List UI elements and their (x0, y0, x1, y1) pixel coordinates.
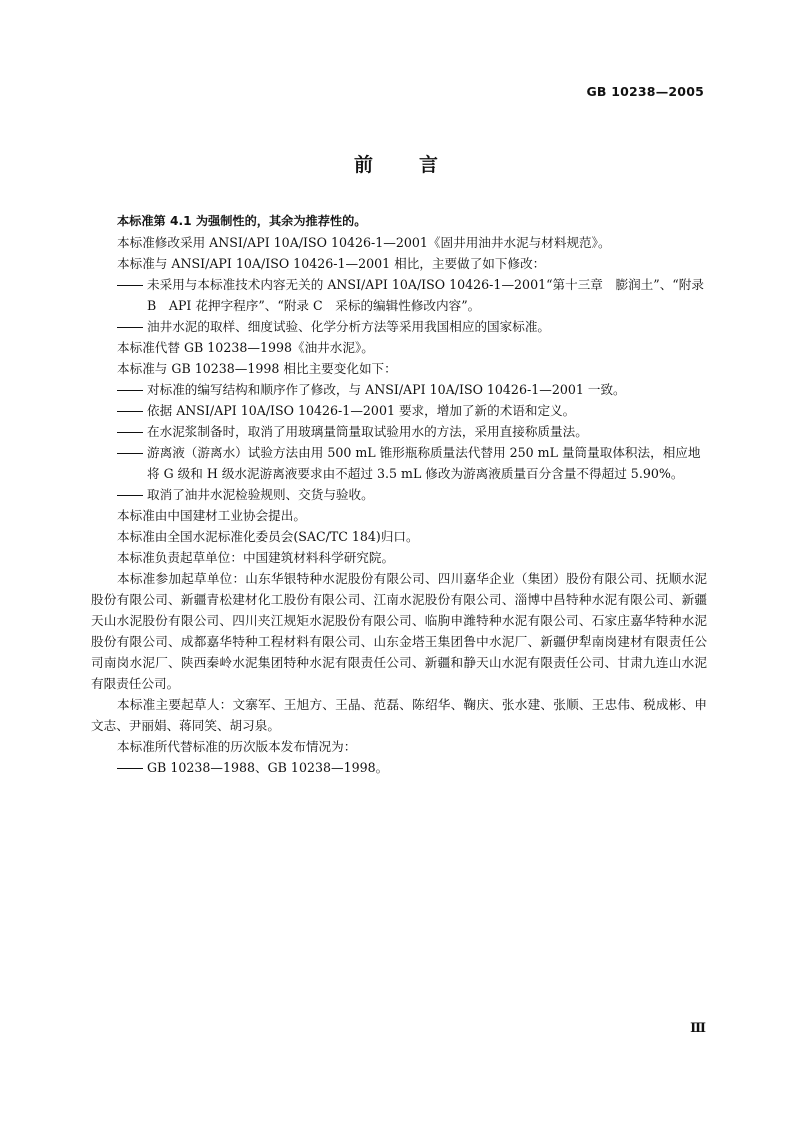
list-item (117, 274, 707, 316)
list-item (117, 442, 707, 484)
paragraph-technical-committee: 本标准由全国水泥标准化委员会(SAC/TC 184)归口。 (117, 529, 419, 544)
paragraph-modifications-intro: 本标准与 ANSI/API 10A/ISO 10426-1—2001 相比，主要做了如下修改： (117, 256, 546, 271)
list-item-text: 油井水泥的取样、细度试验、化学分析方法等采用我国相应的国家标准。 (147, 319, 550, 334)
paragraph-mandatory-clause: 本标准第 4.1 为强制性的，其余为推荐性的。 (117, 214, 367, 228)
list-item (117, 400, 707, 421)
dash-marker (117, 316, 147, 337)
dash-marker (117, 274, 147, 295)
title-part-2: 言 (419, 154, 441, 176)
list-item (117, 379, 707, 400)
dash-marker (117, 400, 147, 421)
dash-marker (117, 442, 147, 463)
paragraph-main-drafters: 本标准主要起草人：文寨军、王旭方、王晶、范磊、陈绍华、鞠庆、张水建、张顺、王忠伟、税成彬、申文志、尹丽娟、蒋同笑、胡习泉。 (91, 697, 707, 733)
list-item-text: 游离液（游离水）试验方法由用 500 mL 锥形瓶称质量法代替用 250 mL 量筒量取体积法，相应地将 G 级和 H 级水泥游离液要求由不超过 3.5 mL 修改为游离液质量百分含量不得超过 5.90%。 (147, 445, 701, 481)
list-item (117, 316, 707, 337)
list-item-text: 对标准的编写结构和顺序作了修改，与 ANSI/API 10A/ISO 10426-1—2001 一致。 (147, 382, 626, 397)
list-item-text: 未采用与本标准技术内容无关的 ANSI/API 10A/ISO 10426-1—2001“第十三章 膨润土”、“附录 B API 花押字程序”、“附录 C 采标的编辑性修改内容”。 (147, 277, 704, 313)
dash-marker (117, 484, 147, 505)
list-item (117, 484, 707, 505)
list-item-text: GB 10238—1988、GB 10238—1998。 (147, 760, 389, 775)
paragraph-replaces: 本标准代替 GB 10238—1998《油井水泥》。 (117, 340, 374, 355)
dash-marker (117, 757, 147, 778)
standard-number: GB 10238—2005 (586, 84, 704, 99)
page-title (0, 150, 794, 177)
paragraph-history-intro: 本标准所代替标准的历次版本发布情况为： (117, 739, 357, 754)
dash-marker (117, 421, 147, 442)
list-item-text: 在水泥浆制备时，取消了用玻璃量筒量取试验用水的方法，采用直接称质量法。 (147, 424, 588, 439)
list-item (117, 421, 707, 442)
paragraph-participating-drafters: 本标准参加起草单位：山东华银特种水泥股份有限公司、四川嘉华企业（集团）股份有限公司、抚顺水泥股份有限公司、新疆青松建材化工股份有限公司、江南水泥股份有限公司、淄博中昌特种水泥有限公司、新疆天山水泥股份有限公司、四川夹江规矩水泥股份有限公司、临朐申潍特种水泥有限公司、石家庄嘉华特种水泥股份有限公司、成都嘉华特种工程材料有限公司、山东金塔王集团鲁中水泥厂、新疆伊犁南岗建材有限责任公司南岗水泥厂、陕西秦岭水泥集团特种水泥有限责任公司、新疆和静天山水泥有限责任公司、甘肃九连山水泥有限责任公司。 (91, 571, 707, 691)
list-item-text: 取消了油井水泥检验规则、交货与验收。 (147, 487, 374, 502)
foreword-body (91, 211, 707, 778)
list-item (117, 757, 707, 778)
title-part-1: 前 (353, 154, 375, 176)
dash-marker (117, 379, 147, 400)
paragraph-lead-drafter: 本标准负责起草单位：中国建筑材料科学研究院。 (117, 550, 395, 565)
page-number: Ⅲ (690, 1021, 706, 1036)
list-item-text: 依据 ANSI/API 10A/ISO 10426-1—2001 要求，增加了新的术语和定义。 (147, 403, 576, 418)
paragraph-adoption: 本标准修改采用 ANSI/API 10A/ISO 10426-1—2001《固井用油井水泥与材料规范》。 (117, 235, 611, 250)
paragraph-proposer: 本标准由中国建材工业协会提出。 (117, 508, 306, 523)
paragraph-changes-intro: 本标准与 GB 10238—1998 相比主要变化如下： (117, 361, 397, 376)
